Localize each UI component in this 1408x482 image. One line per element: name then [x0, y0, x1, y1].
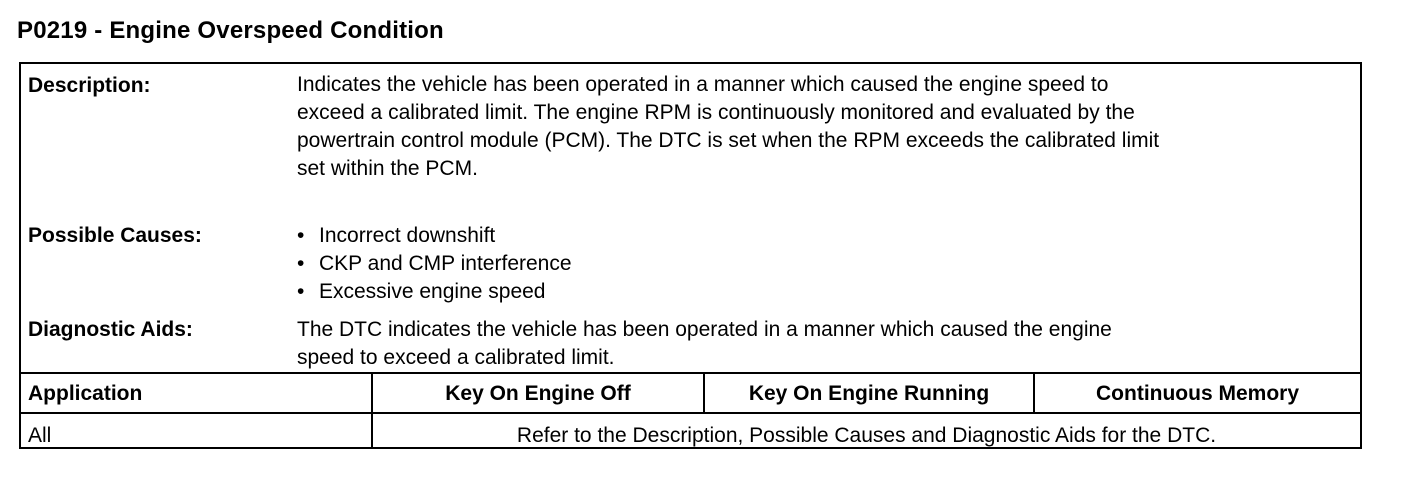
diagnostic-aids-label: Diagnostic Aids: — [28, 318, 193, 341]
page-title: P0219 - Engine Overspeed Condition — [17, 17, 444, 44]
column-header-key-on-engine-off: Key On Engine Off — [445, 382, 631, 405]
list-item: • Incorrect downshift — [297, 222, 572, 250]
divider — [21, 372, 1360, 374]
diagnostic-aids-text — [297, 316, 1112, 372]
possible-causes-list — [297, 222, 572, 306]
column-header-continuous-memory: Continuous Memory — [1096, 382, 1299, 405]
list-item: • Excessive engine speed — [297, 278, 572, 306]
column-header-application: Application — [28, 382, 143, 405]
description-line: powertrain control module (PCM). The DTC is set when the RPM exceeds the calibrated limit — [297, 129, 1160, 152]
list-item: • CKP and CMP interference — [297, 250, 572, 278]
description-line: exceed a calibrated limit. The engine RPM is continuously monitored and evaluated by the — [297, 101, 1135, 124]
description-text — [297, 71, 1159, 183]
table-cell-note: Refer to the Description, Possible Causes and Diagnostic Aids for the DTC. — [516, 424, 1217, 447]
possible-causes-label: Possible Causes: — [28, 224, 202, 247]
description-line: set within the PCM. — [297, 157, 478, 180]
description-label: Description: — [28, 74, 151, 97]
dtc-info-table — [19, 62, 1362, 449]
table-cell-application: All — [28, 424, 52, 447]
diagnostic-aids-line: speed to exceed a calibrated limit. — [297, 346, 615, 369]
description-line: Indicates the vehicle has been operated in a manner which caused the engine speed to — [297, 73, 1109, 96]
divider — [21, 412, 1360, 414]
column-header-key-on-engine-running: Key On Engine Running — [748, 382, 990, 405]
diagnostic-aids-line: The DTC indicates the vehicle has been operated in a manner which caused the engine — [297, 318, 1112, 341]
